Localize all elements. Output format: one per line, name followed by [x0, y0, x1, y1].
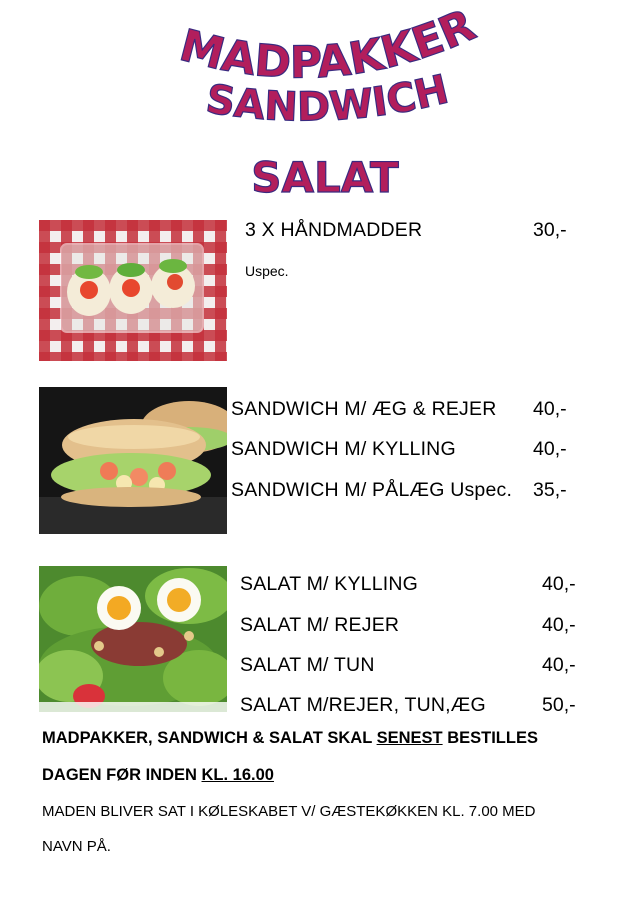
handmadder-photo — [39, 220, 227, 361]
title-sandwich: SANDWICH — [202, 66, 453, 131]
menu-item-price: 40,- — [533, 398, 567, 420]
menu-item-price: 35,- — [533, 479, 567, 501]
order-deadline-text: MADPAKKER, SANDWICH & SALAT SKAL — [42, 729, 377, 747]
title-madpakker: MADPAKKER — [174, 0, 483, 89]
menu-item-name: SANDWICH M/ ÆG & REJER — [231, 398, 497, 420]
menu-item-name: 3 X HÅNDMADDER — [245, 219, 423, 241]
menu-item-name: SALAT M/ REJER — [240, 614, 400, 636]
menu-item-price: 40,- — [542, 654, 576, 676]
title-salat: SALAT — [251, 153, 399, 202]
sandwich-photo — [39, 387, 227, 534]
pickup-note-line2: NAVN PÅ. — [42, 838, 111, 855]
menu-item-name: SANDWICH M/ PÅLÆG Uspec. — [231, 479, 513, 501]
menu-item-note: Uspec. — [245, 263, 289, 279]
order-deadline-line2 — [42, 766, 274, 785]
menu-item-name: SALAT M/ KYLLING — [240, 573, 419, 595]
order-deadline-line1 — [42, 729, 538, 748]
order-deadline-time: KL. 16.00 — [201, 766, 274, 784]
menu-item-price: 40,- — [542, 573, 576, 595]
menu-item-price: 40,- — [533, 438, 567, 460]
menu-item-price: 50,- — [542, 694, 576, 716]
order-deadline-text: DAGEN FØR INDEN — [42, 766, 202, 784]
menu-item-name: SALAT M/REJER, TUN,ÆG — [240, 694, 486, 716]
menu-item-name: SALAT M/ TUN — [240, 654, 375, 676]
menu-item-price: 30,- — [533, 219, 567, 241]
menu-title — [0, 0, 636, 205]
salad-photo — [39, 566, 227, 712]
menu-item-name: SANDWICH M/ KYLLING — [231, 438, 456, 460]
menu-item-price: 40,- — [542, 614, 576, 636]
pickup-note-line1: MADEN BLIVER SAT I KØLESKABET V/ GÆSTEKØKKEN KL. 7.00 MED — [42, 803, 536, 820]
order-deadline-emphasis: SENEST — [376, 729, 443, 747]
order-deadline-text: BESTILLES — [442, 729, 538, 747]
